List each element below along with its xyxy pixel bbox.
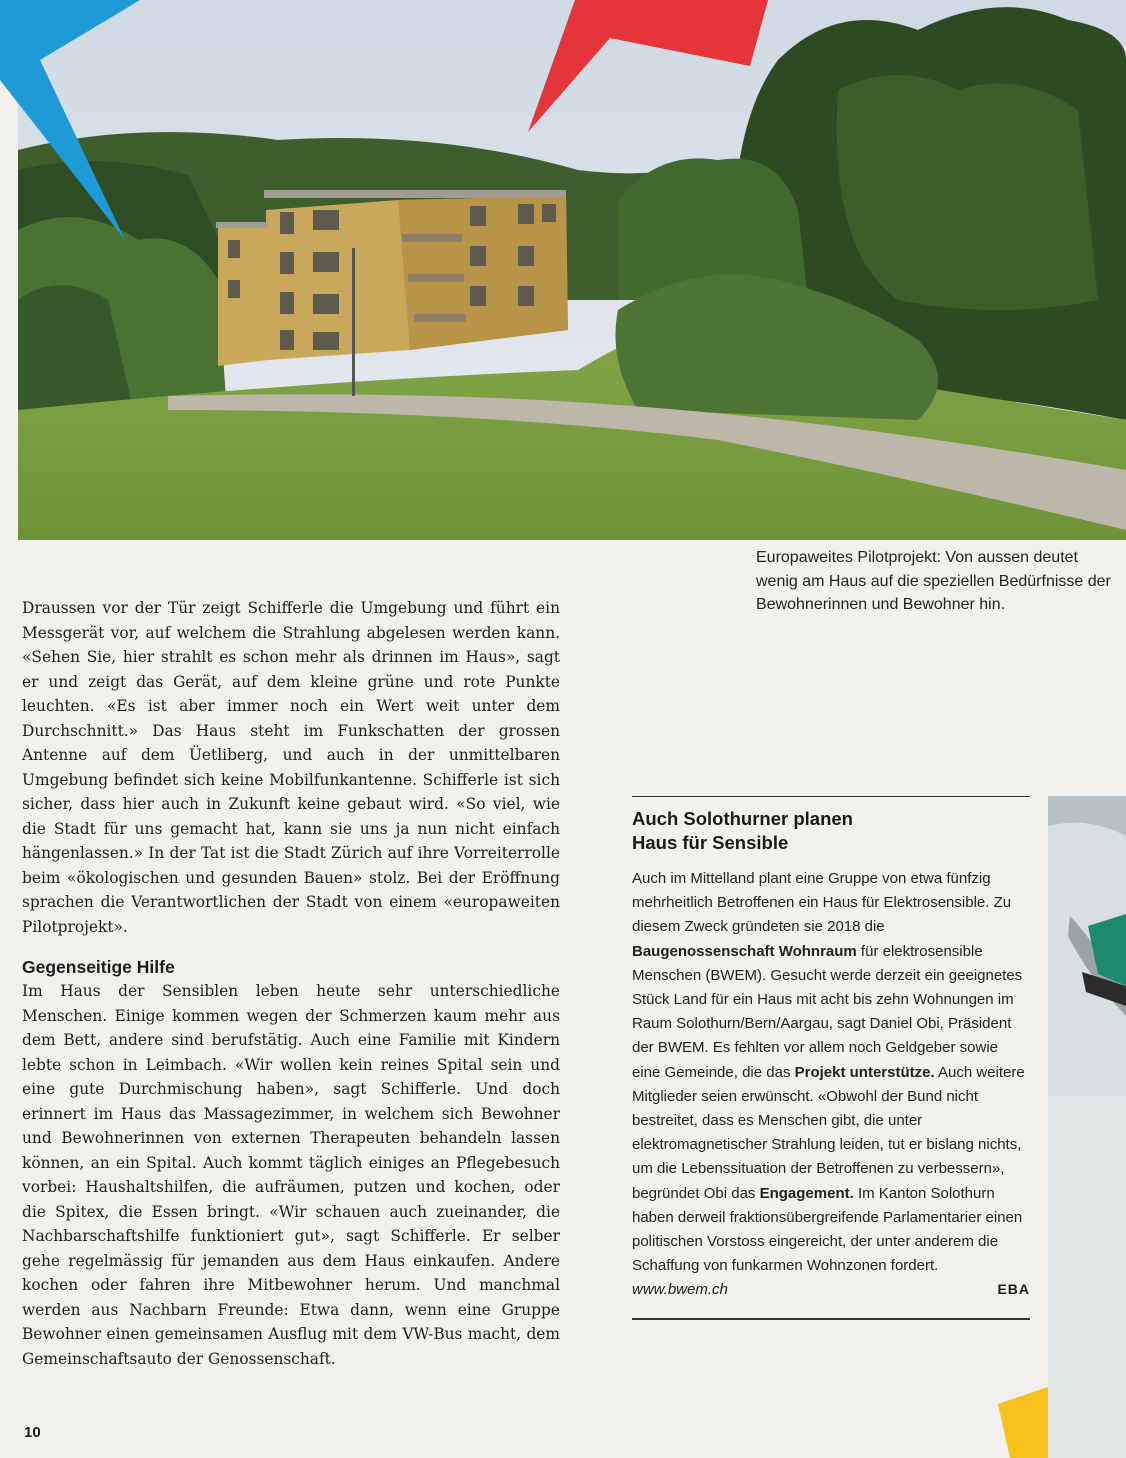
box-text-part-4: Im Kanton Solothurn haben derweil fraktionsübergreifende Parlamentarier einen politischen Vorstoss eingereicht, der unter anderem die Schaffung von funkarmen Wohnzonen fordert.: [632, 1184, 1023, 1275]
info-box: [632, 796, 1030, 1320]
box-bold-1: Baugenossenschaft Wohnraum: [632, 942, 857, 960]
box-footer: [632, 1278, 1030, 1302]
box-bold-3: Engagement.: [759, 1184, 854, 1202]
article-subheading: Gegenseitige Hilfe: [22, 957, 175, 977]
author-signature: EBA: [997, 1281, 1030, 1298]
box-title-line-1: Auch Solothurner planen: [632, 808, 853, 829]
box-text-part-2: für elektrosensible Menschen (BWEM). Gesucht werde derzeit ein geeignetes Stück Land für ein Haus mit acht bis zehn Wohnungen im Raum Solothurn/Bern/Aargau, sagt Daniel Obi, Präsident der BWEM. Es fehlten vor allem noch Geldgeber sowie eine Gemeinde, die das: [632, 942, 1023, 1081]
box-top-rule: [632, 796, 1030, 797]
article-paragraph-2: Im Haus der Sensiblen leben heute sehr unterschiedliche Menschen. Einige kommen wegen der Schmerzen kaum mehr aus dem Bett, andere sind berufstätig. Auch eine Familie mit Kindern lebte schon in Leimbach. «Wir wollen kein reines Spital sein und eine gute Durchmischung haben», sagt Schifferle. Und doch erinnert im Haus das Massagezimmer, in welchem sich Bewohner und Bewohnerinnen von externen Therapeuten behandeln lassen können, an ein Spital. Auch kommt täglich einiges an Pflegebesuch vorbei: Haushaltshilfen, die aufräumen, putzen und kochen, oder die Spitex, die Essen bringt. «Wir schauen auch zueinander, die Nachbarschaftshilfe funktioniert gut», sagt Schifferle. Er selber gehe regelmässig für jemanden aus dem Haus einkaufen. Andere kochen oder fahren ihre Mitbewohner herum. Und manchmal werden aus Nachbarn Freunde: Etwa dann, wenn eine Gruppe Bewohner einen gemeinsamen Ausflug mit dem VW-Bus macht, dem Gemeinschaftsauto der Genossenschaft.: [22, 982, 560, 1368]
box-bold-2: Projekt unterstütze.: [794, 1063, 935, 1081]
page-number: 10: [24, 1424, 41, 1441]
box-link[interactable]: www.bwem.ch: [632, 1281, 728, 1299]
box-title-line-2: Haus für Sensible: [632, 832, 789, 853]
device-photo-image: [1048, 796, 1126, 1458]
box-text: [632, 867, 1030, 1278]
box-bottom-rule: [632, 1318, 1030, 1320]
article-body: [22, 596, 560, 1371]
box-text-part-3: Auch weitere Mitglieder seien erwünscht. «Obwohl der Bund nicht bestreitet, dass es Menschen gibt, die unter elektromagnetischer Strahlung leiden, tut er bislang nichts, um die Lebenssituation der Betroffenen zu verbessern», begründet Obi das: [632, 1063, 1025, 1202]
box-title: [632, 807, 1030, 855]
hero-photo: [18, 0, 1126, 540]
house-landscape-image: [18, 0, 1126, 540]
box-text-part-1: Auch im Mittelland plant eine Gruppe von etwa fünfzig mehrheitlich Betroffenen ein Haus für Elektrosensible. Zu diesem Zweck gründeten sie 2018 die: [632, 870, 1012, 936]
side-photo: [1048, 796, 1126, 1458]
article-paragraph-1: Draussen vor der Tür zeigt Schifferle die Umgebung und führt ein Messgerät vor, auf welchem die Strahlung abgelesen werden kann. «Sehen Sie, hier strahlt es schon mehr als drinnen im Haus», sagt er und zeigt das Gerät, auf dem kleine grüne und rote Punkte leuchten. «Es ist aber immer noch ein Wert weit unter dem Durchschnitt.» Das Haus steht im Funkschatten der grossen Antenne auf dem Üetliberg, und auch in der unmittelbaren Umgebung befindet sich keine Mobilfunkantenne. Schifferle ist sich sicher, dass hier auch in Zukunft keine gebaut wird. «So viel, wie die Stadt für uns gemacht hat, kann sie uns ja nun nicht einfach hängenlassen.» In der Tat ist die Stadt Zürich auf ihre Vorreiterrolle beim «ökologischen und gesunden Bauen» stolz. Bei der Eröffnung sprachen die Verantwortlichen der Stadt von einem «europaweiten Pilotprojekt».: [22, 599, 560, 936]
photo-caption: Europaweites Pilotprojekt: Von aussen deutet wenig am Haus auf die speziellen Bedürfnisse der Bewohnerinnen und Bewohner hin.: [756, 549, 1111, 613]
